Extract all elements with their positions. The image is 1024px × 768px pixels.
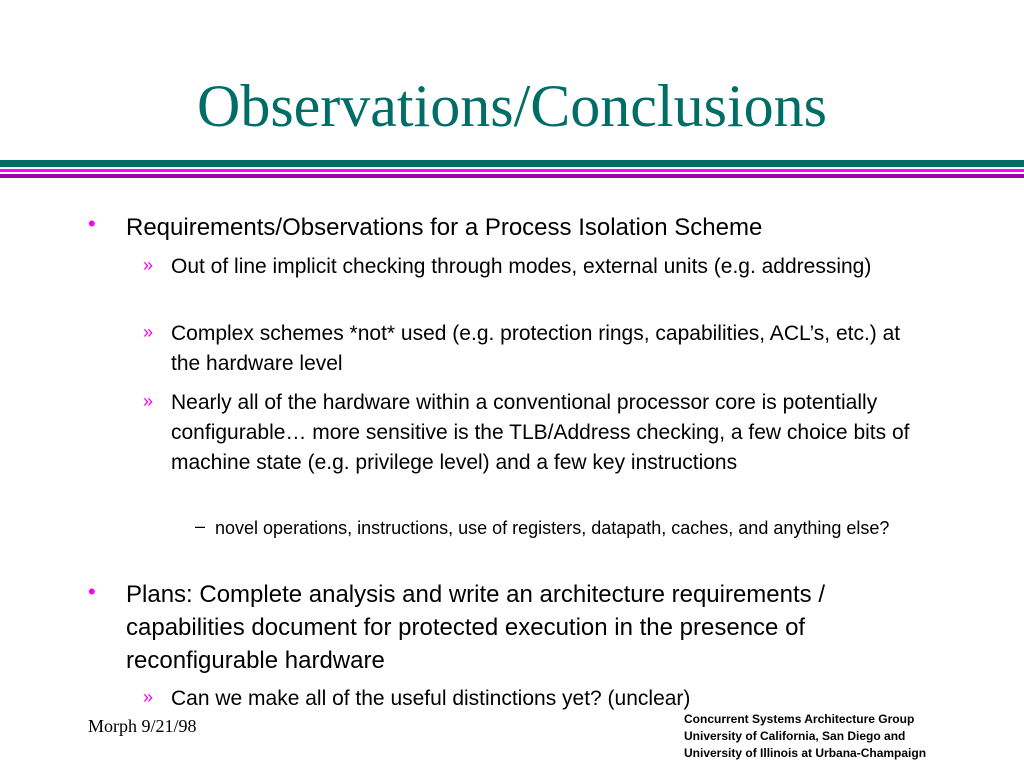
bullet-text-level2: Complex schemes *not* used (e.g. protection rings, capabilities, ACL’s, etc.) at the hardware level <box>171 322 901 375</box>
sub-bullet-marker: » <box>143 391 154 411</box>
bullet-text-level1: Requirements/Observations for a Process Isolation Scheme <box>126 214 763 241</box>
bullet-marker: • <box>88 211 96 236</box>
bullet-text-level3: novel operations, instructions, use of registers, datapath, caches, and anything else? <box>215 518 890 538</box>
bullet-text-level2: Can we make all of the useful distinctions yet? (unclear) <box>171 687 691 710</box>
footer-affiliation <box>684 711 926 762</box>
slide-title: Observations/Conclusions <box>197 73 827 139</box>
sub-bullet-marker: » <box>143 255 154 275</box>
footer-date: Morph 9/21/98 <box>88 716 197 736</box>
dash-bullet-marker: – <box>195 516 206 536</box>
bullet-text-level2: Out of line implicit checking through modes, external units (e.g. addressing) <box>171 255 872 278</box>
sub-bullet-marker: » <box>143 687 154 707</box>
bullet-text-level1: Plans: Complete analysis and write an architecture requirements / capabilities document for protected execution in the presence of reconfigurable hardware <box>126 581 825 674</box>
bullet-text-level2: Nearly all of the hardware within a conventional processor core is potentially configurable… more sensitive is the TLB/Address checking, a few choice bits of machine state (e.g. privilege level) and a few key instructions <box>171 391 910 474</box>
footer-affiliation-line: University of California, San Diego and <box>684 729 906 743</box>
footer-affiliation-line: University of Illinois at Urbana-Champaign <box>684 746 927 760</box>
sub-bullet-marker: » <box>143 322 154 342</box>
bullet-marker: • <box>88 579 96 604</box>
footer-affiliation-line: Concurrent Systems Architecture Group <box>684 712 915 726</box>
